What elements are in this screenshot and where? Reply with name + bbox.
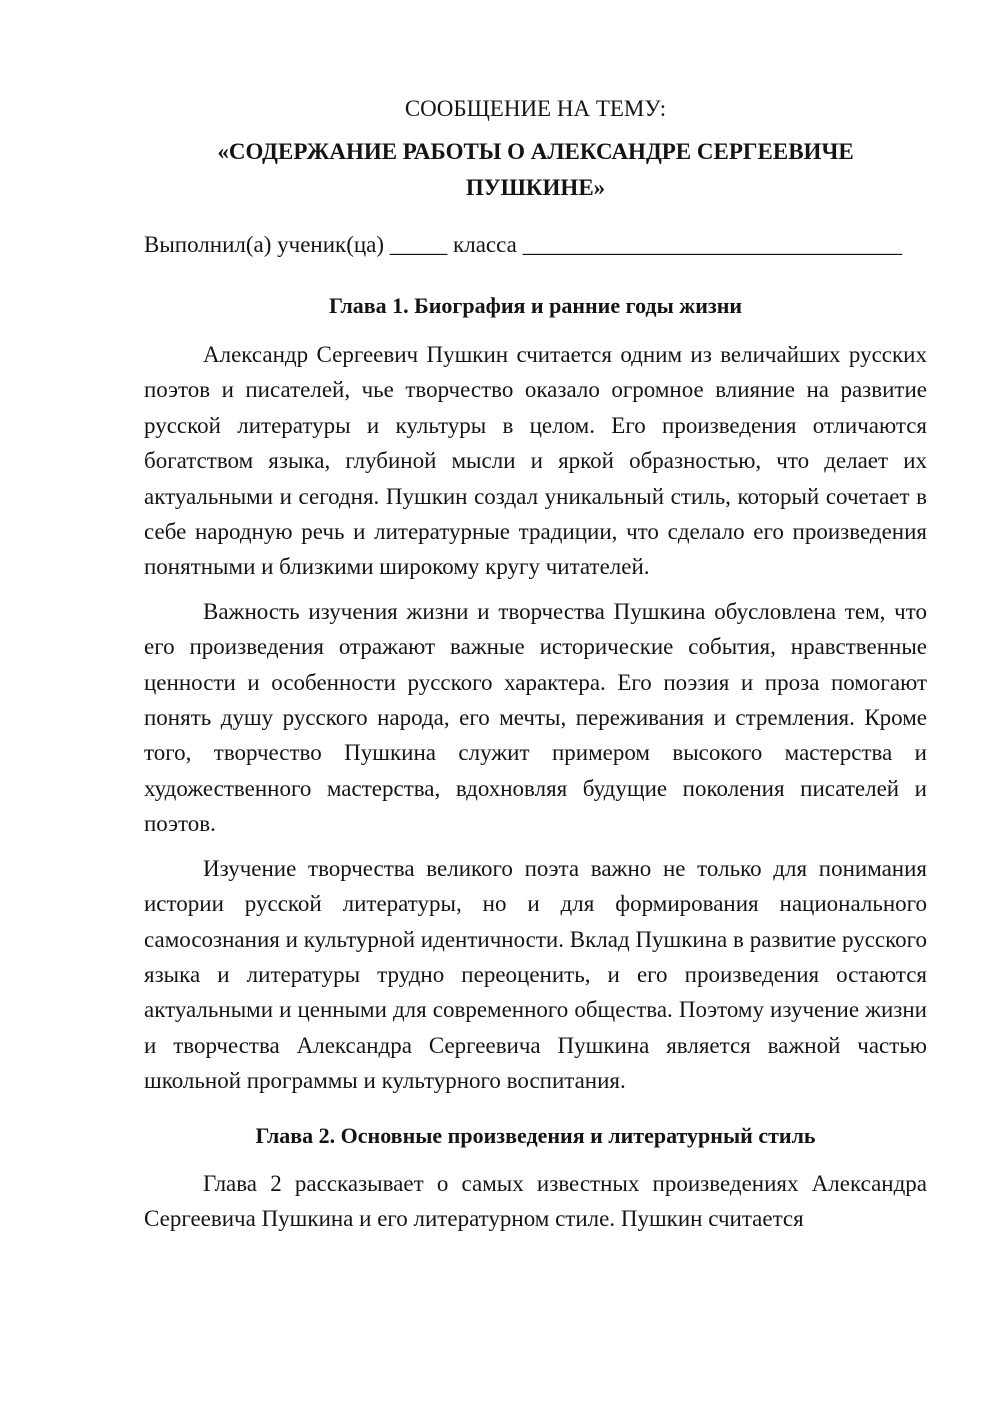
chapter-1-paragraph-2: Важность изучения жизни и творчества Пушкина обусловлена тем, что его произведения отражают важные исторические события, нравственные ценности и особенности русского характера. Его поэзия и проза помогают понять душу русского народа, его мечты, переживания и стремления. Кроме того, творчество Пушкина служит примером высокого мастерства и художественного мастерства, вдохновляя будущие поколения писателей и поэтов.	[144, 598, 927, 837]
report-header-line: СООБЩЕНИЕ НА ТЕМУ:	[404, 96, 667, 121]
performer-line: Выполнил(а) ученик(ца) _____ класса _________________________________	[144, 232, 903, 257]
chapter-1-paragraph-1: Александр Сергеевич Пушкин считается одним из величайших русских поэтов и писателей, чье творчество оказало огромное влияние на развитие русской литературы и культуры в целом. Его произведения отличаются богатством языка, глубиной мысли и яркой образностью, что делает их актуальными и сегодня. Пушкин создал уникальный стиль, который сочетает в себе народную речь и литературные традиции, что сделало его произведения понятными и близкими широкому кругу читателей.	[144, 342, 927, 580]
chapter-1-paragraph-3: Изучение творчества великого поэта важно не только для понимания истории русской литературы, но и для формирования национального самосознания и культурной идентичности. Вклад Пушкина в развитие русского языка и литературы трудно переоценить, и его произведения остаются актуальными и ценными для современного общества. Поэтому изучение жизни и творчества Александра Сергеевича Пушкина является важной частью школьной программы и культурного воспитания.	[144, 855, 927, 1094]
chapter-1-heading: Глава 1. Биография и ранние годы жизни	[328, 293, 743, 318]
chapter-2-heading: Глава 2. Основные произведения и литературный стиль	[255, 1122, 816, 1148]
chapter-2-paragraph-1: Глава 2 рассказывает о самых известных произведениях Александра Сергеевича Пушкина и его литературном стиле. Пушкин считается	[144, 1170, 927, 1231]
report-title: «СОДЕРЖАНИЕ РАБОТЫ О АЛЕКСАНДРЕ СЕРГЕЕВИЧЕ ПУШКИНЕ»	[217, 139, 854, 200]
document-content	[144, 92, 927, 1245]
